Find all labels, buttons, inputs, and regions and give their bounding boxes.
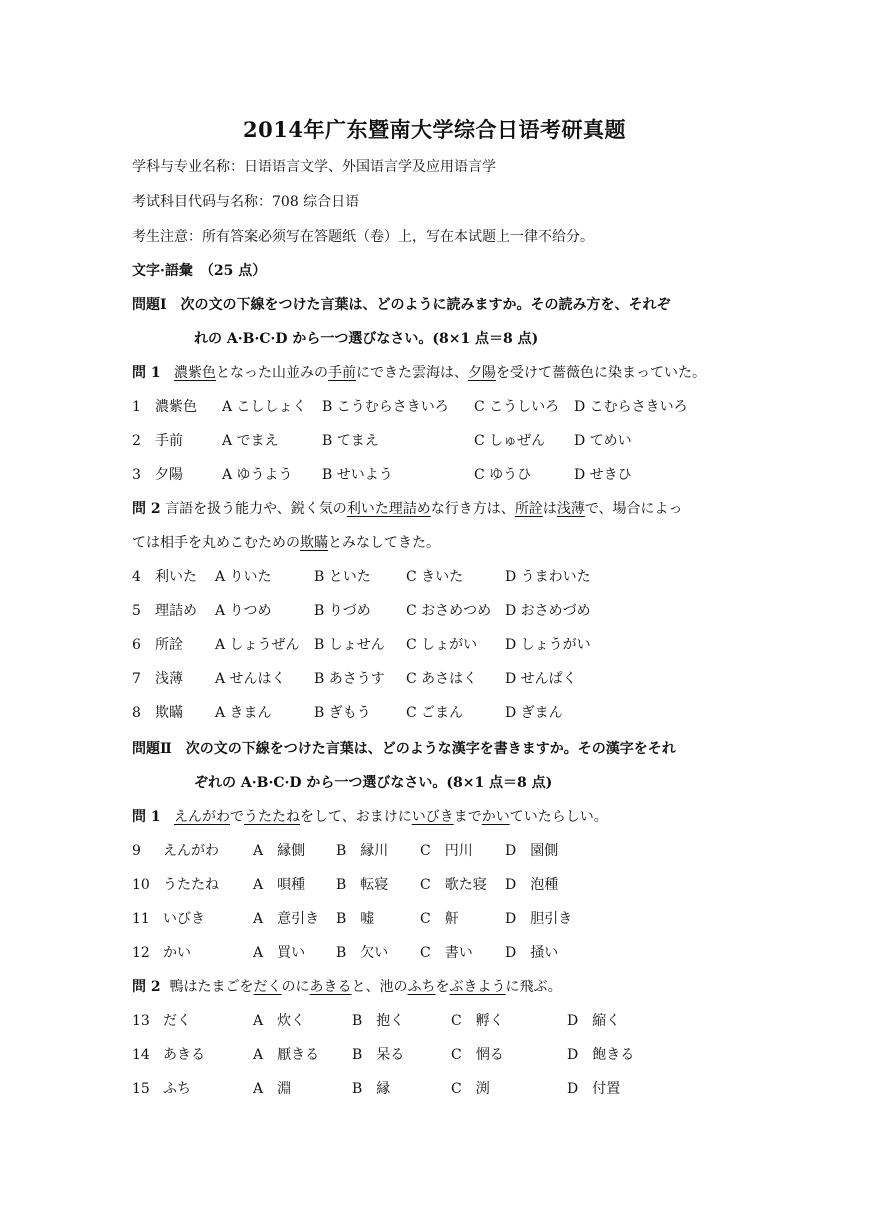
option-b: B りづめ xyxy=(314,603,371,619)
option-d: D しょうがい xyxy=(505,637,591,653)
item-word: 利いた xyxy=(155,569,197,585)
option-b: B ぎもう xyxy=(314,705,371,721)
option-b: B 縁 xyxy=(352,1081,391,1097)
item-word: かい xyxy=(163,945,191,961)
option-b: B 欠い xyxy=(336,945,389,961)
option-b: B といた xyxy=(314,569,371,585)
option-c: C 鼾 xyxy=(420,911,459,927)
page-title: 2014年广东暨南大学综合日语考研真题 xyxy=(243,117,626,142)
passage-text: な行き方は、 xyxy=(430,501,515,517)
option-d: D おさめづめ xyxy=(505,603,591,619)
item-number: 12 xyxy=(132,945,150,961)
passage-label: 問 2 xyxy=(132,979,161,995)
item-word: 浅薄 xyxy=(155,671,183,687)
underlined-word: あきる xyxy=(309,979,352,995)
section-title: 文字·語彙 （25 点） xyxy=(132,263,267,279)
item-number: 11 xyxy=(132,911,150,927)
item-number: 1 xyxy=(132,399,141,415)
option-b: B 嘘 xyxy=(336,911,375,927)
passage-text: にできた雲海は、 xyxy=(355,365,468,381)
option-c: C 孵く xyxy=(451,1013,504,1029)
q1-instruction-line1: 問題Ⅰ 次の文の下線をつけた言葉は、どのように読みますか。その読み方を、それぞ xyxy=(132,297,671,313)
option-a: A こししょく xyxy=(222,399,307,415)
item-number: 3 xyxy=(132,467,141,483)
option-c: C しゅぜん xyxy=(474,433,546,449)
passage-text: 言語を扱う能力や、鋭く気の xyxy=(165,501,347,517)
option-b: B しょせん xyxy=(314,637,385,653)
underlined-word: 濃紫色 xyxy=(173,365,216,381)
option-b: B 縁川 xyxy=(336,843,389,859)
passage-text: ていたらしい。 xyxy=(509,809,608,825)
option-c: C 円川 xyxy=(420,843,473,859)
option-b: B あさうす xyxy=(314,671,385,687)
item-number: 13 xyxy=(132,1013,150,1029)
option-d: D 胆引き xyxy=(505,911,573,927)
item-number: 4 xyxy=(132,569,141,585)
option-d: D 泡種 xyxy=(505,877,559,893)
passage-text: をして、おまけに xyxy=(299,809,412,825)
item-number: 14 xyxy=(132,1047,150,1063)
item-number: 2 xyxy=(132,433,141,449)
option-d: D 掻い xyxy=(505,945,559,961)
option-a: A しょうぜん xyxy=(215,637,300,653)
passage-text: は xyxy=(542,501,557,517)
item-word: 手前 xyxy=(155,433,183,449)
option-d: D 付置 xyxy=(567,1081,621,1097)
item-number: 5 xyxy=(132,603,141,619)
option-c: C 歌た寝 xyxy=(420,877,487,893)
option-b: B こうむらさきいろ xyxy=(322,399,449,415)
option-c: C しょがい xyxy=(406,637,478,653)
underlined-word: かい xyxy=(481,809,510,825)
option-a: A せんはく xyxy=(215,671,286,687)
item-number: 8 xyxy=(132,705,141,721)
underlined-word: 所詮 xyxy=(514,501,543,517)
passage-text: と、池の xyxy=(351,979,408,995)
option-d: D 園側 xyxy=(505,843,559,859)
item-word: だく xyxy=(163,1013,191,1029)
option-c: C あさはく xyxy=(406,671,478,687)
option-c: C こうしいろ xyxy=(474,399,560,415)
option-c: C ごまん xyxy=(406,705,464,721)
option-c: C きいた xyxy=(406,569,464,585)
underlined-word: ふち xyxy=(407,979,436,995)
underlined-word: 欺瞞 xyxy=(300,535,328,551)
passage-text: で、場合によっ xyxy=(584,501,683,517)
option-c: C 惘る xyxy=(451,1047,504,1063)
option-d: D 縮く xyxy=(567,1013,621,1029)
option-b: B せいよう xyxy=(322,467,393,483)
passage-text: ては相手を丸めこむための xyxy=(132,535,300,551)
option-b: B 転寝 xyxy=(336,877,389,893)
option-d: D てめい xyxy=(574,433,632,449)
q1-passage2-line2 xyxy=(132,534,440,552)
item-word: 濃紫色 xyxy=(155,399,197,415)
option-b: B てまえ xyxy=(322,433,379,449)
item-number: 15 xyxy=(132,1081,150,1097)
passage-label: 問 1 xyxy=(132,809,161,825)
passage-text: に飛ぶ。 xyxy=(505,979,562,995)
q1-passage2-line1 xyxy=(132,500,683,518)
passage-label: 問 2 xyxy=(132,501,161,517)
item-number: 10 xyxy=(132,877,150,893)
q2-passage1 xyxy=(132,808,608,826)
q1-passage1 xyxy=(132,364,706,382)
item-word: うたたね xyxy=(163,877,219,893)
passage-label: 問 1 xyxy=(132,365,161,381)
item-word: 夕陽 xyxy=(155,467,183,483)
option-d: D うまわいた xyxy=(505,569,591,585)
underlined-word: だく xyxy=(253,979,282,995)
q2-passage2 xyxy=(132,978,562,996)
item-word: ふち xyxy=(163,1081,191,1097)
option-a: A 炊く xyxy=(253,1013,306,1029)
item-number: 9 xyxy=(132,843,141,859)
option-d: D こむらさきいろ xyxy=(574,399,688,415)
passage-text: を受けて薔薇色に染まっていた。 xyxy=(495,365,706,381)
q2-instruction-line2: ぞれの A·B·C·D から一つ選びなさい。(8×1 点＝8 点) xyxy=(194,775,553,791)
item-word: いびき xyxy=(163,911,205,927)
passage-text: まで xyxy=(453,809,482,825)
option-a: A りつめ xyxy=(215,603,272,619)
passage-text: で xyxy=(229,809,244,825)
item-number: 7 xyxy=(132,671,141,687)
option-c: C おさめつめ xyxy=(406,603,492,619)
subject-line: 考试科目代码与名称：708 综合日语 xyxy=(132,194,360,210)
option-d: D 飽きる xyxy=(567,1047,635,1063)
item-word: 理詰め xyxy=(155,603,197,619)
underlined-word: いびき xyxy=(411,809,454,825)
option-b: B 抱く xyxy=(352,1013,405,1029)
passage-text: となった山並みの xyxy=(215,365,328,381)
underlined-word: ぶきよう xyxy=(449,979,506,995)
passage-text: 鴨はたまごを xyxy=(169,979,254,995)
option-d: D ぎまん xyxy=(505,705,563,721)
item-number: 6 xyxy=(132,637,141,653)
item-word: あきる xyxy=(163,1047,205,1063)
option-b: B 呆る xyxy=(352,1047,405,1063)
underlined-word: 夕陽 xyxy=(467,365,496,381)
option-a: A りいた xyxy=(215,569,272,585)
underlined-word: 利いた理詰め xyxy=(346,501,431,517)
major-line: 学科与专业名称：日语语言文学、外国语言学及应用语言学 xyxy=(132,159,496,175)
passage-text: を xyxy=(435,979,450,995)
option-a: A きまん xyxy=(215,705,272,721)
q1-instruction-line2: れの A·B·C·D から一つ選びなさい。(8×1 点＝8 点) xyxy=(194,331,539,347)
option-c: C 渕 xyxy=(451,1081,490,1097)
passage-text: のに xyxy=(281,979,310,995)
item-word: 欺瞞 xyxy=(155,705,183,721)
option-c: C 書い xyxy=(420,945,473,961)
notice-line: 考生注意：所有答案必须写在答题纸（卷）上，写在本试题上一律不给分。 xyxy=(132,229,594,245)
option-a: A 買い xyxy=(253,945,306,961)
option-a: A でまえ xyxy=(222,433,279,449)
option-d: D せんぱく xyxy=(505,671,577,687)
underlined-word: うたたね xyxy=(243,809,300,825)
underlined-word: 手前 xyxy=(327,365,356,381)
option-a: A 唄種 xyxy=(253,877,306,893)
item-word: 所詮 xyxy=(155,637,183,653)
option-d: D せきひ xyxy=(574,467,632,483)
item-word: えんがわ xyxy=(163,843,219,859)
underlined-word: えんがわ xyxy=(173,809,230,825)
q2-instruction-line1: 問題Ⅱ 次の文の下線をつけた言葉は、どのような漢字を書きますか。その漢字をそれ xyxy=(132,741,676,757)
option-a: A ゆうよう xyxy=(222,467,293,483)
option-c: C ゆうひ xyxy=(474,467,532,483)
passage-text: とみなしてきた。 xyxy=(328,535,440,551)
option-a: A 淵 xyxy=(253,1081,292,1097)
option-a: A 厭きる xyxy=(253,1047,320,1063)
option-a: A 縁側 xyxy=(253,843,306,859)
option-a: A 意引き xyxy=(253,911,320,927)
underlined-word: 浅薄 xyxy=(556,501,585,517)
